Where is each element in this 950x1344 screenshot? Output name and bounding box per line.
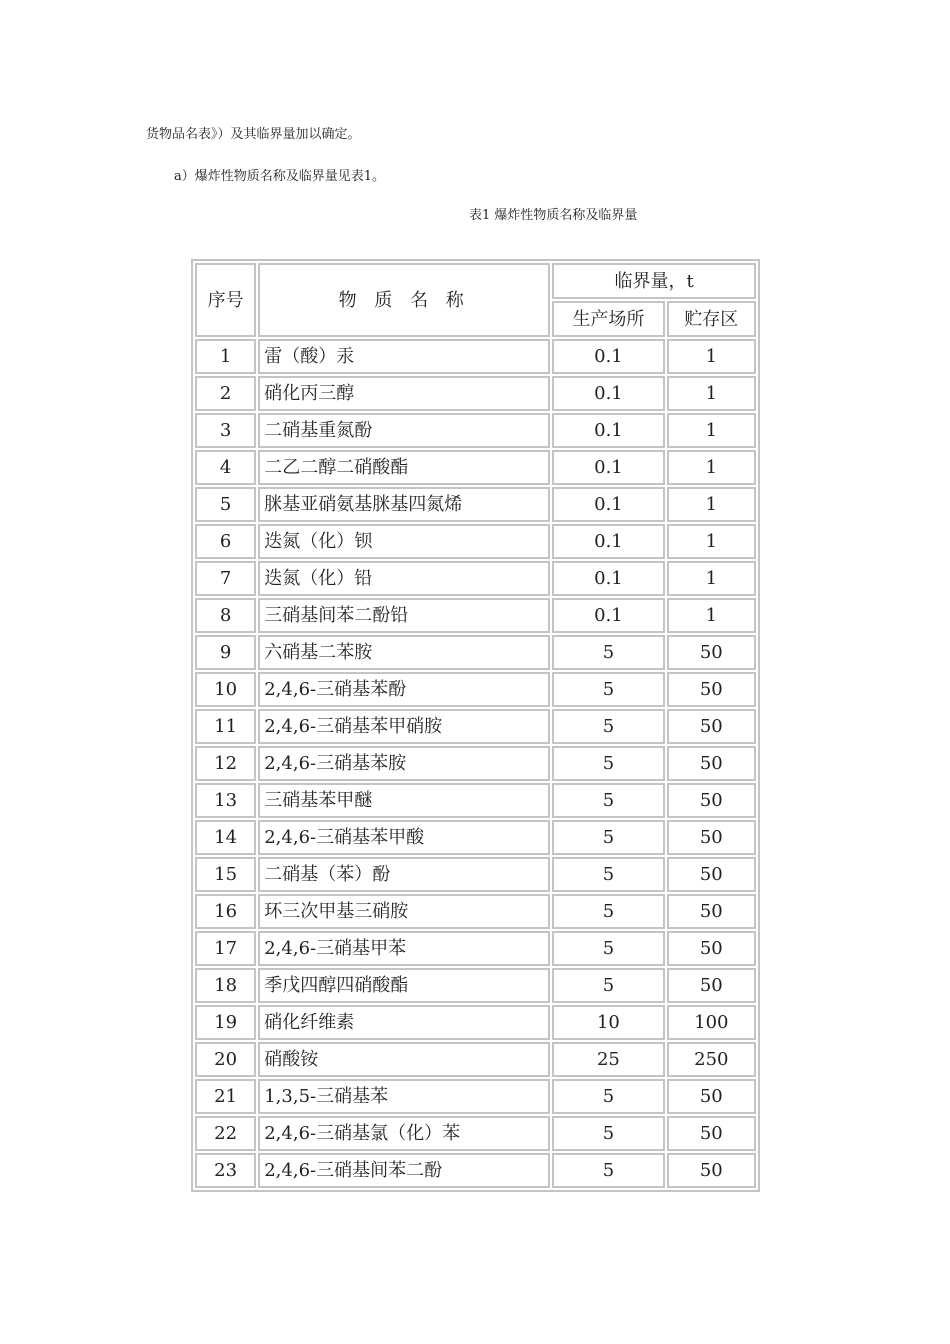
- row-production-threshold-cell: 5: [552, 746, 664, 781]
- row-substance-name-cell: 2,4,6-三硝基间苯二酚: [258, 1153, 550, 1188]
- table-row: [195, 820, 756, 855]
- row-index-cell: 18: [195, 968, 256, 1003]
- row-production-threshold-cell: 0.1: [552, 339, 664, 374]
- row-production-threshold-cell: 0.1: [552, 524, 664, 559]
- row-production-threshold-cell: 0.1: [552, 376, 664, 411]
- row-production-threshold-cell: 10: [552, 1005, 664, 1040]
- header-index: 序号: [195, 263, 256, 337]
- row-production-threshold-cell: 5: [552, 635, 664, 670]
- row-production-threshold-cell: 0.1: [552, 450, 664, 485]
- row-storage-threshold-cell: 1: [667, 524, 756, 559]
- row-storage-threshold-cell: 50: [667, 894, 756, 929]
- table-row: [195, 339, 756, 374]
- row-index-cell: 14: [195, 820, 256, 855]
- row-index-cell: 3: [195, 413, 256, 448]
- row-substance-name-cell: 1,3,5-三硝基苯: [258, 1079, 550, 1114]
- row-storage-threshold-cell: 1: [667, 339, 756, 374]
- row-storage-threshold-cell: 50: [667, 931, 756, 966]
- row-substance-name-cell: 三硝基间苯二酚铅: [258, 598, 550, 633]
- row-substance-name-cell: 2,4,6-三硝基苯甲硝胺: [258, 709, 550, 744]
- table-row: [195, 598, 756, 633]
- table-row: [195, 1079, 756, 1114]
- header-substance-name: 物 质 名 称: [258, 263, 550, 337]
- row-production-threshold-cell: 5: [552, 1116, 664, 1151]
- row-index-cell: 17: [195, 931, 256, 966]
- row-index-cell: 15: [195, 857, 256, 892]
- row-substance-name-cell: 三硝基苯甲醚: [258, 783, 550, 818]
- table-row: [195, 709, 756, 744]
- row-storage-threshold-cell: 1: [667, 598, 756, 633]
- table-body: [195, 339, 756, 1188]
- header-threshold: 临界量，t: [552, 263, 756, 299]
- row-storage-threshold-cell: 250: [667, 1042, 756, 1077]
- row-storage-threshold-cell: 1: [667, 376, 756, 411]
- row-substance-name-cell: 雷（酸）汞: [258, 339, 550, 374]
- row-storage-threshold-cell: 50: [667, 820, 756, 855]
- table-row: [195, 561, 756, 596]
- row-index-cell: 20: [195, 1042, 256, 1077]
- row-storage-threshold-cell: 50: [667, 672, 756, 707]
- row-index-cell: 10: [195, 672, 256, 707]
- header-storage-area: 贮存区: [667, 301, 756, 337]
- header-production-site: 生产场所: [552, 301, 664, 337]
- row-production-threshold-cell: 0.1: [552, 598, 664, 633]
- row-substance-name-cell: 季戊四醇四硝酸酯: [258, 968, 550, 1003]
- table-header-row: [195, 263, 756, 299]
- row-index-cell: 19: [195, 1005, 256, 1040]
- row-index-cell: 12: [195, 746, 256, 781]
- row-production-threshold-cell: 0.1: [552, 413, 664, 448]
- row-storage-threshold-cell: 1: [667, 450, 756, 485]
- table-row: [195, 413, 756, 448]
- table-row: [195, 1116, 756, 1151]
- row-index-cell: 2: [195, 376, 256, 411]
- row-index-cell: 4: [195, 450, 256, 485]
- row-index-cell: 1: [195, 339, 256, 374]
- explosives-threshold-table: [191, 259, 760, 1192]
- table-row: [195, 1005, 756, 1040]
- row-index-cell: 6: [195, 524, 256, 559]
- row-production-threshold-cell: 5: [552, 894, 664, 929]
- row-storage-threshold-cell: 50: [667, 1079, 756, 1114]
- table-row: [195, 1042, 756, 1077]
- row-substance-name-cell: 二硝基（苯）酚: [258, 857, 550, 892]
- row-index-cell: 21: [195, 1079, 256, 1114]
- table-row: [195, 857, 756, 892]
- table-row: [195, 783, 756, 818]
- table-row: [195, 672, 756, 707]
- row-substance-name-cell: 硝化纤维素: [258, 1005, 550, 1040]
- row-index-cell: 5: [195, 487, 256, 522]
- row-storage-threshold-cell: 50: [667, 968, 756, 1003]
- row-index-cell: 8: [195, 598, 256, 633]
- row-production-threshold-cell: 5: [552, 931, 664, 966]
- row-production-threshold-cell: 5: [552, 1153, 664, 1188]
- table-row: [195, 524, 756, 559]
- item-a-paragraph: a）爆炸性物质名称及临界量见表1。: [174, 169, 386, 184]
- row-index-cell: 7: [195, 561, 256, 596]
- row-substance-name-cell: 2,4,6-三硝基苯胺: [258, 746, 550, 781]
- row-production-threshold-cell: 25: [552, 1042, 664, 1077]
- table-row: [195, 1153, 756, 1188]
- row-production-threshold-cell: 5: [552, 783, 664, 818]
- table-row: [195, 746, 756, 781]
- table-row: [195, 968, 756, 1003]
- row-storage-threshold-cell: 50: [667, 857, 756, 892]
- intro-paragraph: 货物品名表》）及其临界量加以确定。: [146, 127, 361, 142]
- row-storage-threshold-cell: 50: [667, 709, 756, 744]
- row-substance-name-cell: 硝酸铵: [258, 1042, 550, 1077]
- row-storage-threshold-cell: 1: [667, 561, 756, 596]
- row-production-threshold-cell: 5: [552, 968, 664, 1003]
- row-production-threshold-cell: 5: [552, 709, 664, 744]
- row-index-cell: 22: [195, 1116, 256, 1151]
- row-index-cell: 13: [195, 783, 256, 818]
- row-substance-name-cell: 迭氮（化）铅: [258, 561, 550, 596]
- row-storage-threshold-cell: 50: [667, 783, 756, 818]
- row-substance-name-cell: 六硝基二苯胺: [258, 635, 550, 670]
- row-substance-name-cell: 硝化丙三醇: [258, 376, 550, 411]
- table-caption: 表1 爆炸性物质名称及临界量: [469, 208, 638, 223]
- table-row: [195, 376, 756, 411]
- table-row: [195, 635, 756, 670]
- row-storage-threshold-cell: 100: [667, 1005, 756, 1040]
- row-production-threshold-cell: 5: [552, 672, 664, 707]
- row-production-threshold-cell: 0.1: [552, 561, 664, 596]
- row-substance-name-cell: 2,4,6-三硝基苯甲酸: [258, 820, 550, 855]
- row-storage-threshold-cell: 50: [667, 1116, 756, 1151]
- row-storage-threshold-cell: 1: [667, 487, 756, 522]
- row-substance-name-cell: 2,4,6-三硝基甲苯: [258, 931, 550, 966]
- row-substance-name-cell: 二乙二醇二硝酸酯: [258, 450, 550, 485]
- row-index-cell: 9: [195, 635, 256, 670]
- row-storage-threshold-cell: 50: [667, 1153, 756, 1188]
- row-production-threshold-cell: 5: [552, 820, 664, 855]
- row-substance-name-cell: 2,4,6-三硝基氯（化）苯: [258, 1116, 550, 1151]
- row-storage-threshold-cell: 1: [667, 413, 756, 448]
- row-storage-threshold-cell: 50: [667, 746, 756, 781]
- row-production-threshold-cell: 5: [552, 1079, 664, 1114]
- row-production-threshold-cell: 5: [552, 857, 664, 892]
- table-row: [195, 487, 756, 522]
- row-storage-threshold-cell: 50: [667, 635, 756, 670]
- row-production-threshold-cell: 0.1: [552, 487, 664, 522]
- table-row: [195, 894, 756, 929]
- row-index-cell: 16: [195, 894, 256, 929]
- row-substance-name-cell: 脒基亚硝氨基脒基四氮烯: [258, 487, 550, 522]
- table-row: [195, 931, 756, 966]
- row-index-cell: 23: [195, 1153, 256, 1188]
- row-substance-name-cell: 2,4,6-三硝基苯酚: [258, 672, 550, 707]
- table-row: [195, 450, 756, 485]
- row-substance-name-cell: 迭氮（化）钡: [258, 524, 550, 559]
- row-substance-name-cell: 环三次甲基三硝胺: [258, 894, 550, 929]
- row-index-cell: 11: [195, 709, 256, 744]
- row-substance-name-cell: 二硝基重氮酚: [258, 413, 550, 448]
